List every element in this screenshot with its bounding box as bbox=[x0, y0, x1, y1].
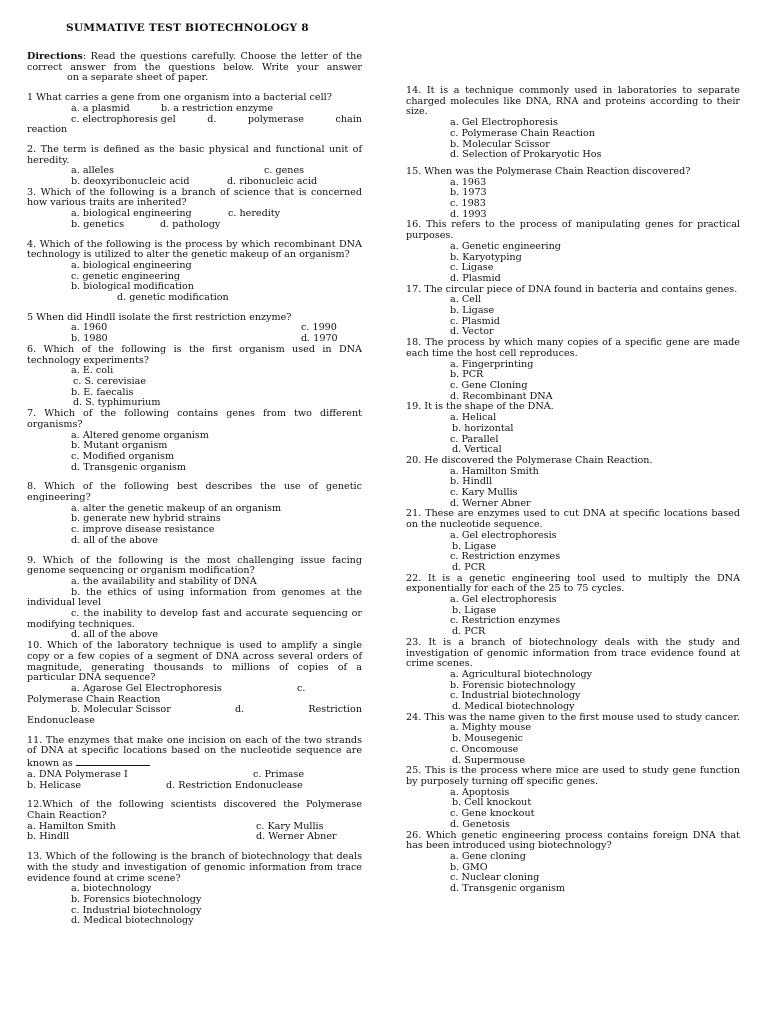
choice: b. biological modification bbox=[71, 281, 194, 293]
question-22 bbox=[406, 574, 740, 638]
question-stem: 2. The term is defined as the basic physical and functional unit of heredity. bbox=[27, 143, 362, 166]
choice: a. a plasmid bbox=[71, 102, 130, 114]
choice: c. Ligase bbox=[450, 262, 494, 274]
choice: d. bbox=[207, 113, 217, 125]
choice: a. Gel electrophoresis bbox=[450, 594, 557, 606]
choice: c. Industrial biotechnology bbox=[450, 690, 581, 702]
choice: a. 1960 bbox=[71, 322, 108, 334]
question-24 bbox=[406, 713, 740, 767]
directions bbox=[27, 52, 362, 84]
question-19 bbox=[406, 402, 740, 456]
choice: d. all of the above bbox=[71, 534, 159, 546]
choice: b. genetics bbox=[71, 218, 125, 230]
question-stem: 24. This was the name given to the first mouse used to study cancer. bbox=[406, 711, 740, 723]
question-10 bbox=[27, 641, 362, 727]
question-15 bbox=[406, 167, 740, 221]
choice: d. 1970 bbox=[301, 333, 338, 345]
choice-continued: Endonuclease bbox=[27, 715, 95, 727]
choice: b. Cell knockout bbox=[452, 797, 532, 809]
question-stem: 17. The circular piece of DNA found in bacteria and contains genes. bbox=[406, 283, 738, 295]
choice: c. Kary Mullis bbox=[450, 487, 518, 499]
choice: d. Plasmid bbox=[450, 272, 501, 284]
choice: c. electrophoresis gel bbox=[71, 113, 176, 125]
right-column bbox=[406, 86, 740, 895]
question-stem: 25. This is the process where mice are used to study gene function by purposely turning off specific genes. bbox=[406, 765, 740, 787]
question-stem: 5 When did Hindll isolate the first restriction enzyme? bbox=[27, 311, 292, 323]
choice: c. Parallel bbox=[450, 433, 499, 445]
question-18 bbox=[406, 338, 740, 402]
question-13 bbox=[27, 852, 362, 927]
choice: d. 1993 bbox=[450, 208, 487, 220]
choice: b. a restriction enzyme bbox=[161, 102, 274, 114]
directions-label: Directions bbox=[27, 51, 83, 62]
choice: d. Supermouse bbox=[452, 754, 526, 766]
choice: d. Vector bbox=[450, 326, 494, 338]
choice-row bbox=[27, 115, 362, 126]
choice: d. bbox=[235, 704, 245, 716]
choice: b. Helicase bbox=[27, 779, 82, 791]
choice: a. alter the genetic makeup of an organism bbox=[71, 502, 282, 514]
choice: d. pathology bbox=[160, 218, 221, 230]
choice: b. the ethics of using information from genomes at the individual level bbox=[27, 586, 362, 609]
question-stem: 8. Which of the following best describes the use of genetic engineering? bbox=[27, 481, 362, 504]
question-stem: 22. It is a genetic engineering tool used to multiply the DNA exponentially for each of the 25 to 75 cycles. bbox=[406, 572, 740, 595]
choice: polymerase bbox=[247, 113, 304, 125]
choice: a. Genetic engineering bbox=[450, 240, 561, 252]
choice: b. generate new hybrid strains bbox=[71, 513, 221, 525]
choice: a. Mighty mouse bbox=[450, 722, 532, 734]
question-25 bbox=[406, 766, 740, 830]
choice: a. Apoptosis bbox=[450, 786, 510, 798]
choice: d. Medical biotechnology bbox=[452, 701, 575, 713]
choice: d. ribonucleic acid bbox=[227, 176, 318, 188]
question-stem: 20. He discovered the Polymerase Chain Reaction. bbox=[406, 454, 653, 466]
choice: b. Mutant organism bbox=[71, 440, 168, 452]
choice: c. Polymerase Chain Reaction bbox=[450, 127, 595, 139]
question-5 bbox=[27, 313, 362, 345]
choice: d. Recombinant DNA bbox=[450, 390, 553, 402]
question-stem: 6. Which of the following is the first organism used in DNA technology experiments? bbox=[27, 343, 362, 366]
choice: b. Ligase bbox=[452, 540, 497, 552]
question-stem: 14. It is a technique commonly used in laboratories to separate charged molecules like DNA, RNA and proteins according to their size. bbox=[406, 85, 740, 118]
answer-blank bbox=[76, 757, 150, 766]
choice: b. Molecular Scissor bbox=[450, 138, 550, 150]
question-stem: 18. The process by which many copies of a specific gene are made each time the host cell reproduces. bbox=[406, 337, 740, 359]
choice-row bbox=[27, 832, 362, 843]
choice: b. horizontal bbox=[452, 422, 514, 434]
question-stem: 9. Which of the following is the most challenging issue facing genome sequencing or organism modification? bbox=[27, 554, 362, 577]
choice-row bbox=[27, 220, 362, 231]
choice: c. Primase bbox=[253, 768, 304, 780]
choice: c. Industrial biotechnology bbox=[71, 904, 202, 916]
directions-text-end: on a separate sheet of paper. bbox=[67, 72, 209, 84]
choice: b. Karyotyping bbox=[450, 251, 522, 263]
left-column bbox=[27, 52, 362, 927]
choice: d. all of the above bbox=[71, 629, 159, 641]
question-stem: 21. These are enzymes used to cut DNA at specific locations based on the nucleotide sequence. bbox=[406, 508, 740, 531]
choice: b. Ligase bbox=[452, 604, 497, 616]
choice: a. Cell bbox=[450, 294, 481, 306]
choice: a. Hamilton Smith bbox=[450, 465, 539, 477]
choice: d. Medical biotechnology bbox=[71, 915, 194, 927]
choice: d. genetic modification bbox=[117, 292, 229, 304]
question-17 bbox=[406, 285, 740, 339]
question-20 bbox=[406, 456, 740, 510]
question-stem: 26. Which genetic engineering process contains foreign DNA that has been introduced using biotechnology? bbox=[406, 829, 740, 852]
choice: a. Hamilton Smith bbox=[27, 820, 116, 832]
choice: c. Kary Mullis bbox=[256, 820, 324, 832]
choice: c. Gene knockout bbox=[450, 808, 535, 820]
choice: b. 1973 bbox=[450, 187, 487, 199]
choice: b. Forensic biotechnology bbox=[450, 679, 576, 691]
choice: a. Agarose Gel Electrophoresis bbox=[71, 682, 222, 694]
choice: d. Vertical bbox=[452, 444, 502, 456]
question-stem: 15. When was the Polymerase Chain Reaction discovered? bbox=[406, 165, 691, 177]
choice-row bbox=[27, 781, 362, 792]
choice: d. PCR bbox=[452, 561, 486, 573]
choice: a. biotechnology bbox=[71, 883, 152, 895]
choice: d. Selection of Prokaryotic Hos bbox=[450, 149, 602, 161]
choice: c. Plasmid bbox=[450, 315, 500, 327]
question-4 bbox=[27, 240, 362, 304]
choice: chain bbox=[335, 113, 362, 125]
choice: b. Hindll bbox=[450, 476, 493, 488]
choice: c. Restriction enzymes bbox=[450, 615, 561, 627]
choice-continued: reaction bbox=[27, 124, 68, 136]
question-stem: 7. Which of the following contains genes from two different organisms? bbox=[27, 408, 362, 430]
choice: a. E. coli bbox=[71, 365, 114, 377]
choice: a. Agricultural biotechnology bbox=[450, 668, 593, 680]
choice: c. Gene Cloning bbox=[450, 379, 528, 391]
question-stem: 1 What carries a gene from one organism into a bacterial cell? bbox=[27, 92, 332, 104]
choice: Restriction bbox=[308, 704, 362, 716]
question-3 bbox=[27, 188, 362, 231]
page-title: SUMMATIVE TEST BIOTECHNOLOGY 8 bbox=[66, 22, 309, 34]
choice: b. GMO bbox=[450, 861, 488, 873]
question-23 bbox=[406, 638, 740, 713]
choice: a. alleles bbox=[71, 165, 115, 177]
choice-continued: Polymerase Chain Reaction bbox=[27, 693, 161, 705]
question-stem: 12.Which of the following scientists discovered the Polymerase Chain Reaction? bbox=[27, 799, 362, 821]
choice: b. deoxyribonucleic acid bbox=[71, 176, 190, 188]
question-11 bbox=[27, 736, 362, 792]
question-stem: 16. This refers to the process of manipulating genes for practical purposes. bbox=[406, 219, 740, 242]
question-stem: 23. It is a branch of biotechnology deals with the study and investigation of genomic information from trace evidence found at crime scenes. bbox=[406, 636, 740, 670]
choice: d. Werner Abner bbox=[256, 831, 337, 843]
choice: c. 1990 bbox=[301, 322, 337, 334]
choice: a. biological engineering bbox=[71, 259, 192, 271]
choice: c. Oncomouse bbox=[450, 743, 519, 755]
choice: c. 1983 bbox=[450, 198, 486, 210]
question-stem: 10. Which of the laboratory technique is used to amplify a single copy or a few copies of a segment of DNA across several orders of magnitude, generating thousands to millions of copies of a particular DNA sequence? bbox=[27, 640, 362, 684]
choice: d. Transgenic organism bbox=[71, 461, 187, 473]
choice: b. Forensics biotechnology bbox=[71, 893, 202, 905]
choice: d. Werner Abner bbox=[450, 497, 531, 509]
choice: b. 1980 bbox=[71, 333, 108, 345]
choice: c. Modified organism bbox=[71, 450, 175, 462]
choice: c. Restriction enzymes bbox=[450, 551, 561, 563]
choice: a. Gel electrophoresis bbox=[450, 529, 557, 541]
question-6 bbox=[27, 345, 362, 409]
question-stem: 13. Which of the following is the branch of biotechnology that deals with the study and investigation of genomic information from trace evidence found at crime scene? bbox=[27, 851, 362, 884]
question-21 bbox=[406, 509, 740, 573]
choice: d. Transgenic organism bbox=[450, 883, 566, 895]
question-7 bbox=[27, 409, 362, 473]
choice: d. Restriction Endonuclease bbox=[166, 779, 303, 791]
question-stem: 19. It is the shape of the DNA. bbox=[406, 401, 554, 413]
choice: a. 1963 bbox=[450, 176, 487, 188]
question-1 bbox=[27, 93, 362, 136]
question-14 bbox=[406, 86, 740, 161]
choice: c. S. cerevisiae bbox=[73, 375, 146, 387]
choice: c. Nuclear cloning bbox=[450, 872, 540, 884]
choice: b. Mousegenic bbox=[452, 733, 524, 745]
choice: c. the inability to develop fast and accurate sequencing or modifying techniques. bbox=[27, 608, 362, 630]
choice: c. genes bbox=[264, 165, 305, 177]
choice: d. S. typhimurium bbox=[73, 397, 161, 409]
question-16 bbox=[406, 220, 740, 284]
choice: c. improve disease resistance bbox=[71, 524, 215, 536]
directions-text: : Read the questions carefully. Choose the letter of the correct answer from the questions below. Write your answer bbox=[27, 51, 362, 73]
choice: a. Gel Electrophoresis bbox=[450, 117, 558, 129]
choice: d. Genetosis bbox=[450, 818, 510, 830]
question-12 bbox=[27, 800, 362, 843]
choice: a. Gene cloning bbox=[450, 850, 526, 862]
question-stem-text: 11. The enzymes that make one incision on each of the two strands of DNA at specific locations based on the nucleotide sequence are known as bbox=[27, 734, 362, 770]
choice: c. heredity bbox=[228, 208, 281, 220]
choice: b. E. faecalis bbox=[71, 386, 134, 398]
choice-row bbox=[27, 104, 362, 115]
question-stem: 3. Which of the following is a branch of science that is concerned how various traits are inherited? bbox=[27, 186, 362, 209]
choice: d. PCR bbox=[452, 626, 486, 638]
choice: a. Helical bbox=[450, 412, 497, 424]
choice-row bbox=[27, 770, 362, 781]
choice: b. Molecular Scissor bbox=[71, 704, 171, 716]
question-8 bbox=[27, 482, 362, 546]
choice: b. Hindll bbox=[27, 831, 70, 843]
question-9 bbox=[27, 556, 362, 642]
choice: a. Altered genome organism bbox=[71, 429, 209, 441]
choice: c. bbox=[297, 682, 306, 694]
choice: a. the availability and stability of DNA bbox=[71, 575, 257, 587]
choice: a. biological engineering bbox=[71, 208, 192, 220]
choice: c. genetic engineering bbox=[71, 270, 181, 282]
question-stem: 4. Which of the following is the process by which recombinant DNA technology is utilized to alter the genetic makeup of an organism? bbox=[27, 238, 362, 261]
choice: b. PCR bbox=[450, 369, 484, 381]
choice: b. Ligase bbox=[450, 305, 495, 317]
question-26 bbox=[406, 831, 740, 895]
question-stem bbox=[27, 736, 362, 770]
choice: a. Fingerprinting bbox=[450, 358, 534, 370]
question-2 bbox=[27, 145, 362, 188]
choice: a. DNA Polymerase I bbox=[27, 768, 128, 780]
